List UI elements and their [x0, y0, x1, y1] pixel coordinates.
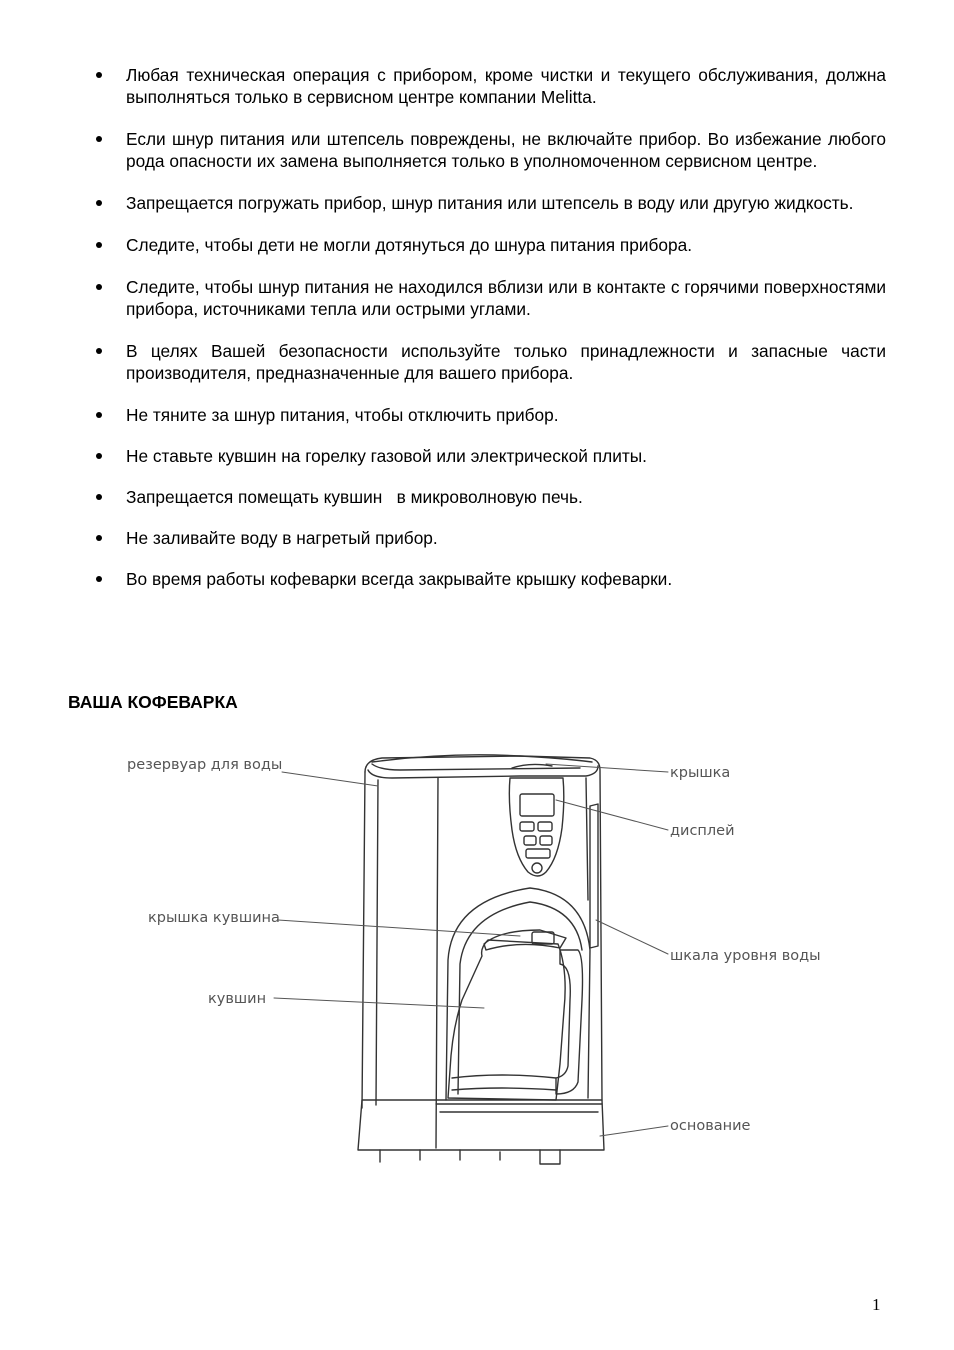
- display-icon: [520, 794, 554, 816]
- leader-lines: [274, 764, 668, 1136]
- list-item: [94, 340, 886, 384]
- bullet-icon: [96, 535, 102, 541]
- bullet-icon: [96, 242, 102, 248]
- list-item-text: Следите, чтобы дети не могли дотянуться до шнура питания прибора.: [126, 235, 693, 255]
- brewing-opening: [446, 888, 590, 1100]
- list-item-text: Запрещается помещать кувшин в микроволновую печь.: [126, 487, 583, 507]
- list-item-text: Не заливайте воду в нагретый прибор.: [126, 528, 438, 548]
- control-panel: [509, 778, 563, 876]
- list-item-text: Следите, чтобы шнур питания не находился вблизи или в контакте с горячими поверхностями прибора, источниками тепла или острыми углами.: [126, 277, 886, 319]
- list-item: [94, 192, 886, 214]
- bullet-icon: [96, 453, 102, 459]
- coffee-maker-diagram: [100, 735, 860, 1205]
- list-item-text: Не ставьте кувшин на горелку газовой или электрической плиты.: [126, 446, 647, 466]
- label-base: основание: [670, 1118, 751, 1134]
- list-item: [94, 128, 886, 172]
- list-item: [94, 404, 886, 426]
- list-item: [94, 445, 886, 467]
- label-jug-lid: крышка кувшина: [148, 910, 280, 926]
- bullet-icon: [96, 576, 102, 582]
- label-water-level-scale: шкала уровня воды: [670, 948, 821, 964]
- list-item-text: Любая техническая операция с прибором, кроме чистки и текущего обслуживания, должна выполняться только в сервисном центре компании Melitta.: [126, 65, 886, 107]
- list-item-text: Если шнур питания или штепсель повреждены, не включайте прибор. Во избежание любого рода опасности их замена выполняется только в уполномоченном сервисном центре.: [126, 129, 886, 171]
- section-title: ВАША КОФЕВАРКА: [68, 692, 238, 712]
- list-item-text: Запрещается погружать прибор, шнур питания или штепсель в воду или другую жидкость.: [126, 193, 854, 213]
- water-level-scale: [590, 804, 598, 948]
- jug: [448, 930, 583, 1100]
- bullet-icon: [96, 72, 102, 78]
- bullet-icon: [96, 412, 102, 418]
- base: [358, 1100, 604, 1164]
- safety-instructions-list: [94, 64, 886, 610]
- bullet-icon: [96, 494, 102, 500]
- label-display: дисплей: [670, 823, 735, 839]
- label-jug: кувшин: [208, 991, 267, 1007]
- list-item: [94, 568, 886, 590]
- list-item: [94, 486, 886, 508]
- list-item: [94, 276, 886, 320]
- label-lid: крышка: [670, 765, 731, 781]
- label-water-tank: резервуар для воды: [127, 757, 283, 773]
- jug-handle: [556, 950, 583, 1094]
- page-number: 1: [872, 1295, 881, 1314]
- list-item: [94, 527, 886, 549]
- bullet-icon: [96, 136, 102, 142]
- list-item: [94, 64, 886, 108]
- list-item-text: В целях Вашей безопасности используйте только принадлежности и запасные части производителя, предназначенные для вашего прибора.: [126, 341, 886, 383]
- bullet-icon: [96, 348, 102, 354]
- list-item-text: Во время работы кофеварки всегда закрывайте крышку кофеварки.: [126, 569, 673, 589]
- bullet-icon: [96, 200, 102, 206]
- list-item-text: Не тяните за шнур питания, чтобы отключить прибор.: [126, 405, 559, 425]
- list-item: [94, 234, 886, 256]
- bullet-icon: [96, 284, 102, 290]
